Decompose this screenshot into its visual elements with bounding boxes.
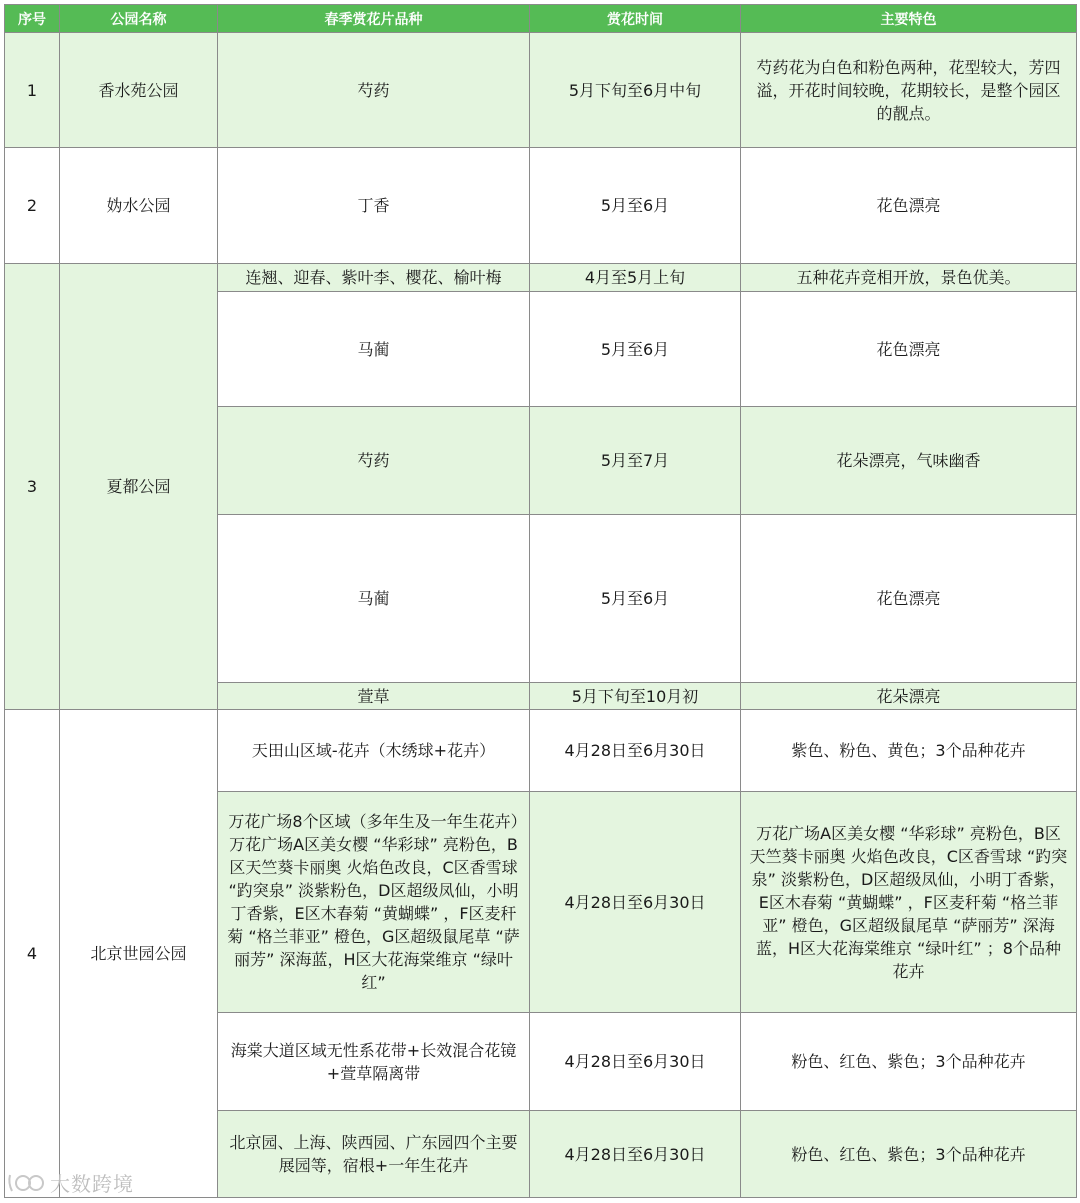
variety-cell: 丁香: [218, 148, 530, 264]
time-cell: 5月下旬至10月初: [530, 683, 741, 710]
table-row: [5, 264, 1077, 292]
watermark-logo-icon: [6, 1171, 46, 1195]
header-feature: 主要特色: [741, 5, 1077, 33]
feature-cell: 花朵漂亮: [741, 683, 1077, 710]
feature-cell: 芍药花为白色和粉色两种，花型较大，芳四溢，开花时间较晚，花期较长，是整个园区的靓点。: [741, 33, 1077, 148]
header-index: 序号: [5, 5, 60, 33]
time-cell: 5月至6月: [530, 515, 741, 683]
table-header-row: [5, 5, 1077, 33]
variety-cell: 连翘、迎春、紫叶李、樱花、榆叶梅: [218, 264, 530, 292]
time-cell: 5月至6月: [530, 148, 741, 264]
time-cell: 5月下旬至6月中旬: [530, 33, 741, 148]
feature-cell: 紫色、粉色、黄色；3个品种花卉: [741, 710, 1077, 792]
time-cell: 5月至6月: [530, 292, 741, 407]
park-name: 北京世园公园: [60, 710, 218, 1198]
header-variety: 春季赏花片品种: [218, 5, 530, 33]
header-park-name: 公园名称: [60, 5, 218, 33]
feature-cell: 花朵漂亮，气味幽香: [741, 407, 1077, 515]
row-index: 4: [5, 710, 60, 1198]
feature-cell: 万花广场A区美女樱 “华彩球” 亮粉色，B区天竺葵卡丽奥 火焰色改良，C区香雪球 “趵突泉” 淡紫粉色，D区超级凤仙，小明丁香紫，E区木春菊 “黄蝴蝶” ，F区麦秆菊 “格兰菲亚” 橙色，G区超级鼠尾草 “萨丽芳” 深海蓝，H区大花海棠维京 “绿叶红” ；8个品种花卉: [741, 792, 1077, 1013]
variety-cell: 海棠大道区域无性系花带+长效混合花镜+萱草隔离带: [218, 1013, 530, 1111]
variety-cell: 马蔺: [218, 515, 530, 683]
feature-cell: 粉色、红色、紫色；3个品种花卉: [741, 1111, 1077, 1198]
flower-viewing-table: [4, 4, 1077, 1198]
table-row: [5, 33, 1077, 148]
time-cell: 4月28日至6月30日: [530, 710, 741, 792]
park-name: 妫水公园: [60, 148, 218, 264]
park-name: 夏都公园: [60, 264, 218, 710]
header-time: 赏花时间: [530, 5, 741, 33]
row-index: 3: [5, 264, 60, 710]
table-row: [5, 148, 1077, 264]
time-cell: 5月至7月: [530, 407, 741, 515]
variety-cell: 芍药: [218, 407, 530, 515]
variety-cell: 北京园、上海、陕西园、广东园四个主要展园等，宿根+一年生花卉: [218, 1111, 530, 1198]
watermark: [6, 1168, 134, 1197]
variety-cell: 萱草: [218, 683, 530, 710]
time-cell: 4月28日至6月30日: [530, 1013, 741, 1111]
variety-cell: 万花广场8个区域（多年生及一年生花卉）万花广场A区美女樱 “华彩球” 亮粉色，B区天竺葵卡丽奥 火焰色改良，C区香雪球 “趵突泉” 淡紫粉色，D区超级凤仙，小明丁香紫，E区木春菊 “黄蝴蝶” ，F区麦秆菊 “格兰菲亚” 橙色，G区超级鼠尾草 “萨丽芳” 深海蓝，H区大花海棠维京 “绿叶红”: [218, 792, 530, 1013]
feature-cell: 花色漂亮: [741, 515, 1077, 683]
time-cell: 4月28日至6月30日: [530, 792, 741, 1013]
watermark-text: 大数跨境: [50, 1172, 134, 1196]
row-index: 1: [5, 33, 60, 148]
table-row: [5, 710, 1077, 792]
feature-cell: 粉色、红色、紫色；3个品种花卉: [741, 1013, 1077, 1111]
park-name: 香水苑公园: [60, 33, 218, 148]
variety-cell: 天田山区域-花卉（木绣球+花卉）: [218, 710, 530, 792]
time-cell: 4月至5月上旬: [530, 264, 741, 292]
variety-cell: 芍药: [218, 33, 530, 148]
row-index: 2: [5, 148, 60, 264]
feature-cell: 五种花卉竞相开放，景色优美。: [741, 264, 1077, 292]
feature-cell: 花色漂亮: [741, 148, 1077, 264]
time-cell: 4月28日至6月30日: [530, 1111, 741, 1198]
feature-cell: 花色漂亮: [741, 292, 1077, 407]
variety-cell: 马蔺: [218, 292, 530, 407]
